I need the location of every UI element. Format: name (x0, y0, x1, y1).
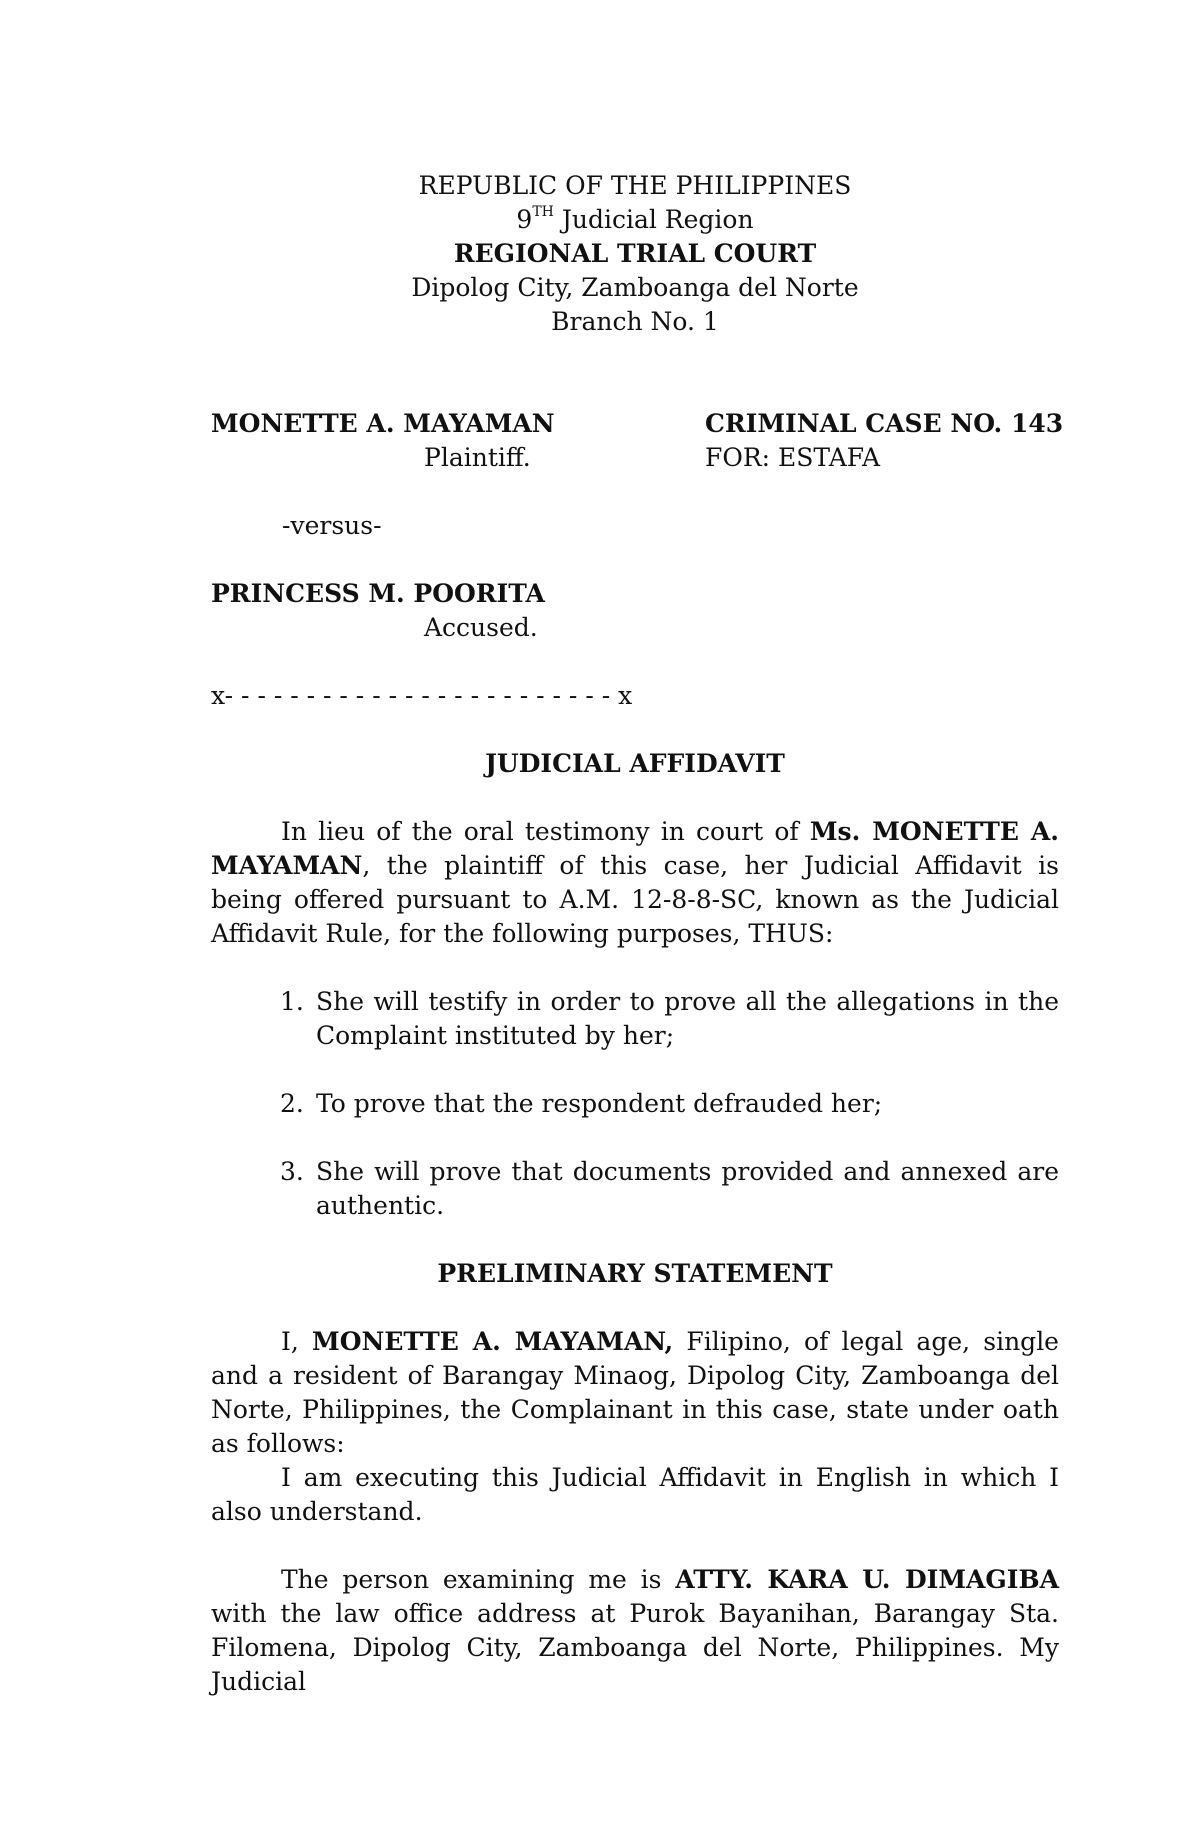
header-republic: REPUBLIC OF THE PHILIPPINES (418, 171, 852, 200)
intro-text-1: In lieu of the oral testimony in court of (281, 817, 810, 846)
preliminary-paragraph-3 (211, 1563, 1059, 1699)
purpose-text: She will prove that documents provided and annexed are authentic. (316, 1157, 1059, 1220)
intro-text-2: , the plaintiff of this case, her Judicial Affidavit is being offered pursuant to A.M. 12-8-8-SC, known as the Judicial Affidavit Rule, for the following purposes, THUS: (211, 851, 1059, 948)
p1-affiant-name: MONETTE A. MAYAMAN, (312, 1327, 674, 1356)
caption-separator: x- - - - - - - - - - - - - - - - - - - - - - - - x (211, 681, 633, 710)
header-city: Dipolog City, Zamboanga del Norte (411, 273, 859, 302)
preliminary-paragraph-2: I am executing this Judicial Affidavit in English in which I also understand. (211, 1463, 1059, 1526)
purpose-number: 3. (280, 1157, 304, 1186)
case-number: CRIMINAL CASE NO. 143 (705, 409, 1064, 438)
preliminary-paragraph-1 (211, 1325, 1059, 1461)
purpose-item-3 (280, 1155, 1059, 1223)
plaintiff-label: Plaintiff. (424, 443, 531, 472)
accused-name: PRINCESS M. POORITA (211, 579, 545, 608)
purpose-item-2 (280, 1087, 1059, 1121)
region-suffix: TH (532, 203, 554, 220)
header-court: REGIONAL TRIAL COURT (453, 239, 817, 268)
p1-text-2: Filipino, of legal age, single and a resident of Barangay Minaog, Dipolog City, Zamboanga del Norte, Philippines, the Complainant in this case, state under oath as follows: (211, 1327, 1059, 1458)
purpose-number: 2. (280, 1089, 304, 1118)
purpose-number: 1. (280, 987, 304, 1016)
region-number: 9 (516, 205, 533, 234)
case-for: FOR: ESTAFA (705, 443, 880, 472)
accused-label: Accused. (424, 613, 538, 642)
p3-text-1: The person examining me is (281, 1565, 676, 1594)
header-region (0, 203, 1200, 237)
header-branch: Branch No. 1 (551, 307, 719, 336)
p1-text-1: I, (281, 1327, 313, 1356)
purpose-text: She will testify in order to prove all the allegations in the Complaint instituted by her; (316, 987, 1059, 1050)
p3-examiner-name: ATTY. KARA U. DIMAGIBA (675, 1565, 1059, 1594)
plaintiff-name: MONETTE A. MAYAMAN (211, 409, 555, 438)
preliminary-heading: PRELIMINARY STATEMENT (437, 1259, 833, 1288)
purpose-item-1 (280, 985, 1059, 1053)
p3-text-2: with the law office address at Purok Bayanihan, Barangay Sta. Filomena, Dipolog City, Zamboanga del Norte, Philippines. My Judicial (211, 1599, 1059, 1696)
intro-affiant-name: Ms. MONETTE A. MAYAMAN (211, 817, 1059, 880)
document-title: JUDICIAL AFFIDAVIT (485, 749, 785, 778)
region-text: Judicial Region (553, 205, 754, 234)
purpose-text: To prove that the respondent defrauded her; (316, 1089, 883, 1118)
versus-label: -versus- (282, 511, 382, 540)
intro-paragraph (211, 815, 1059, 951)
